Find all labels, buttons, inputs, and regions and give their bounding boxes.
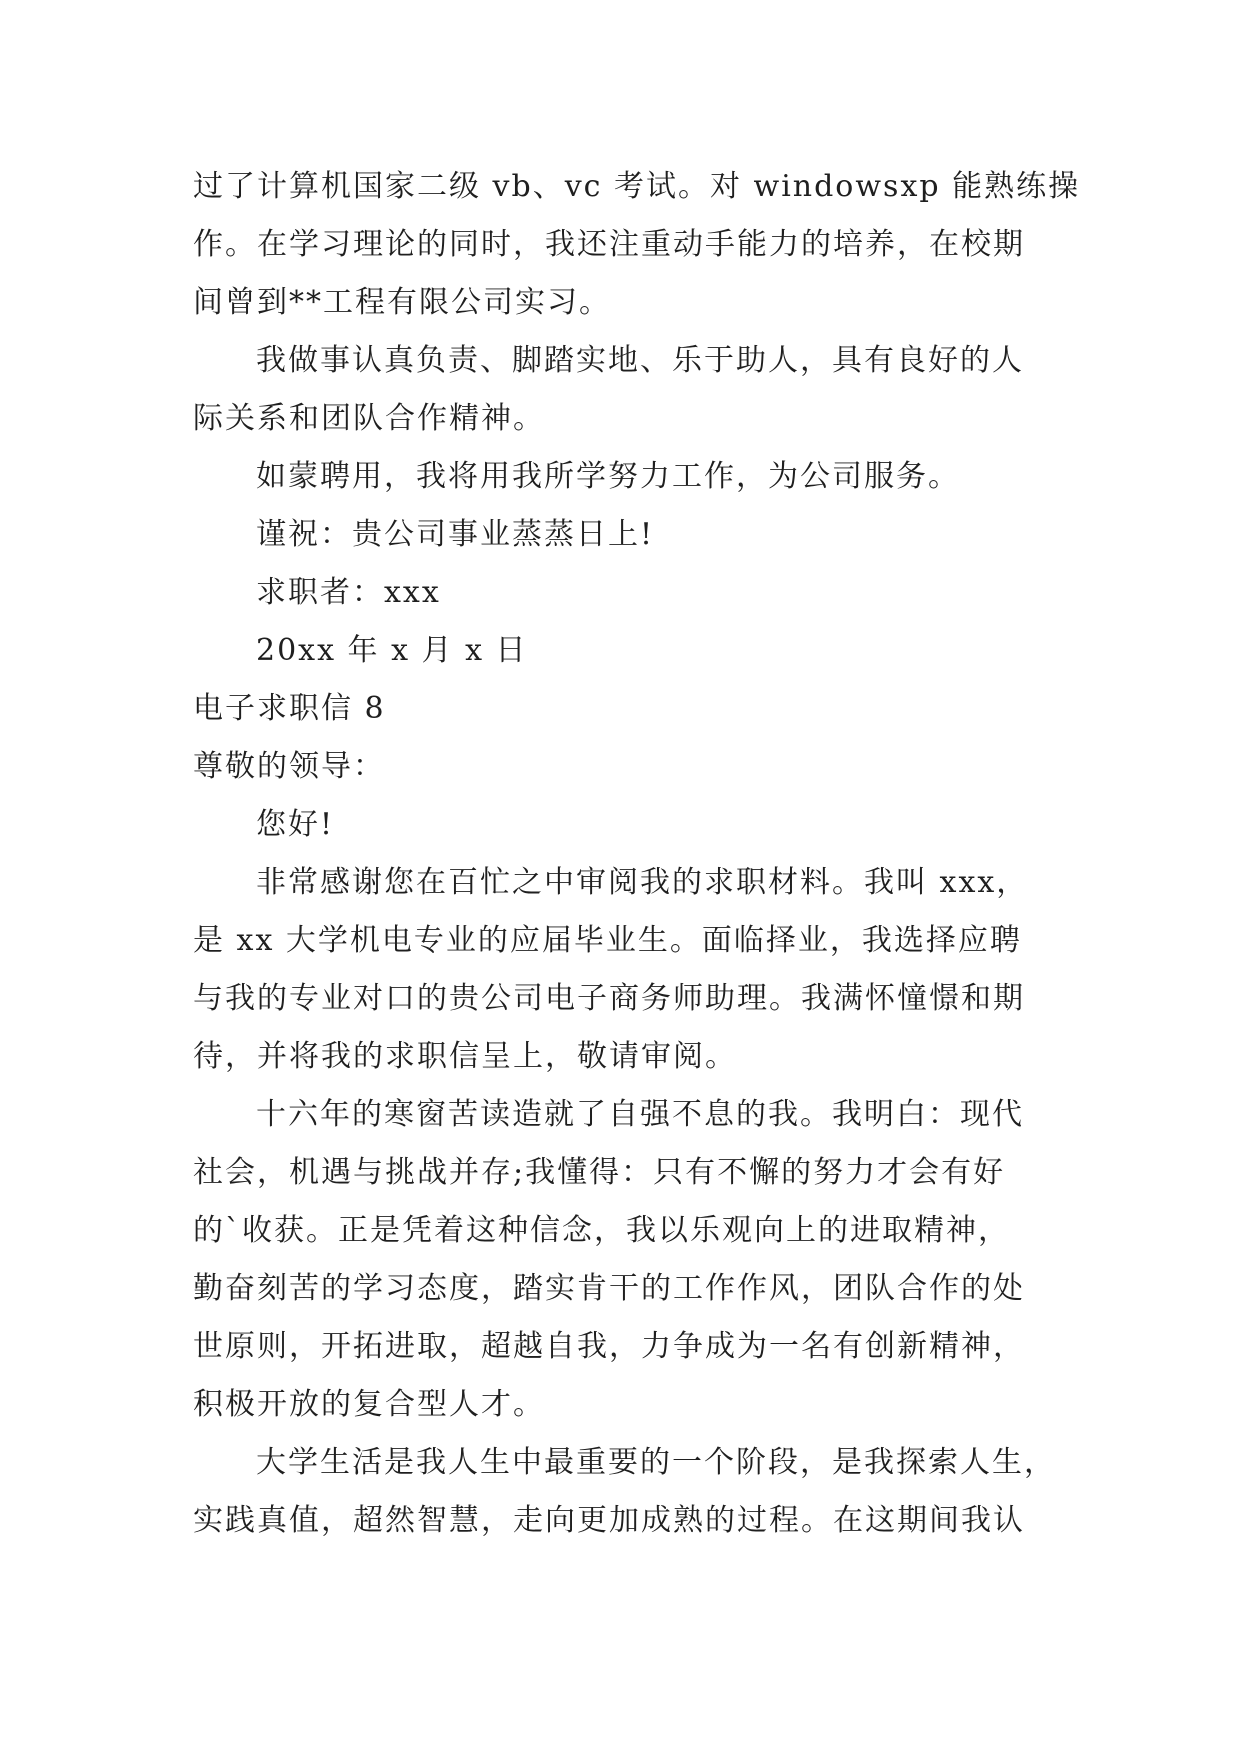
paragraph-first-line: 十六年的寒窗苦读造就了自强不息的我。我明白：现代 [256, 1097, 1024, 1132]
greeting: 您好! [256, 807, 335, 842]
body-text-line: 间曾到**工程有限公司实习。 [193, 285, 611, 320]
body-text-line: 作。在学习理论的同时，我还注重动手能力的培养，在校期 [193, 227, 1025, 262]
body-text-line: 实践真值，超然智慧，走向更加成熟的过程。在这期间我认 [193, 1503, 1025, 1538]
paragraph-first-line: 如蒙聘用，我将用我所学努力工作，为公司服务。 [256, 459, 960, 494]
letter-date: 20xx 年 x 月 x 日 [256, 633, 528, 668]
paragraph-first-line: 我做事认真负责、脚踏实地、乐于助人，具有良好的人 [256, 343, 1024, 378]
body-text-line: 际关系和团队合作精神。 [193, 401, 545, 436]
body-text-line: 的`收获。正是凭着这种信念，我以乐观向上的进取精神， [193, 1213, 1010, 1248]
body-text-line: 待，并将我的求职信呈上，敬请审阅。 [193, 1039, 737, 1074]
body-text-line: 积极开放的复合型人才。 [193, 1387, 545, 1422]
body-text-line: 过了计算机国家二级 vb、vc 考试。对 windowsxp 能熟练操 [193, 169, 1081, 204]
body-text-line: 与我的专业对口的贵公司电子商务师助理。我满怀憧憬和期 [193, 981, 1025, 1016]
section-heading: 电子求职信 8 [193, 691, 386, 726]
applicant-signature: 求职者：xxx [256, 575, 441, 610]
body-text-line: 是 xx 大学机电专业的应届毕业生。面临择业，我选择应聘 [193, 923, 1022, 958]
paragraph-first-line: 大学生活是我人生中最重要的一个阶段，是我探索人生， [256, 1445, 1056, 1480]
paragraph-first-line: 非常感谢您在百忙之中审阅我的求职材料。我叫 xxx， [256, 865, 1029, 900]
closing-wish: 谨祝：贵公司事业蒸蒸日上! [256, 517, 655, 552]
body-text-line: 世原则，开拓进取，超越自我，力争成为一名有创新精神， [193, 1329, 1025, 1364]
body-text-line: 社会，机遇与挑战并存;我懂得：只有不懈的努力才会有好 [193, 1155, 1006, 1190]
salutation: 尊敬的领导： [193, 749, 385, 784]
body-text-line: 勤奋刻苦的学习态度，踏实肯干的工作作风，团队合作的处 [193, 1271, 1025, 1306]
